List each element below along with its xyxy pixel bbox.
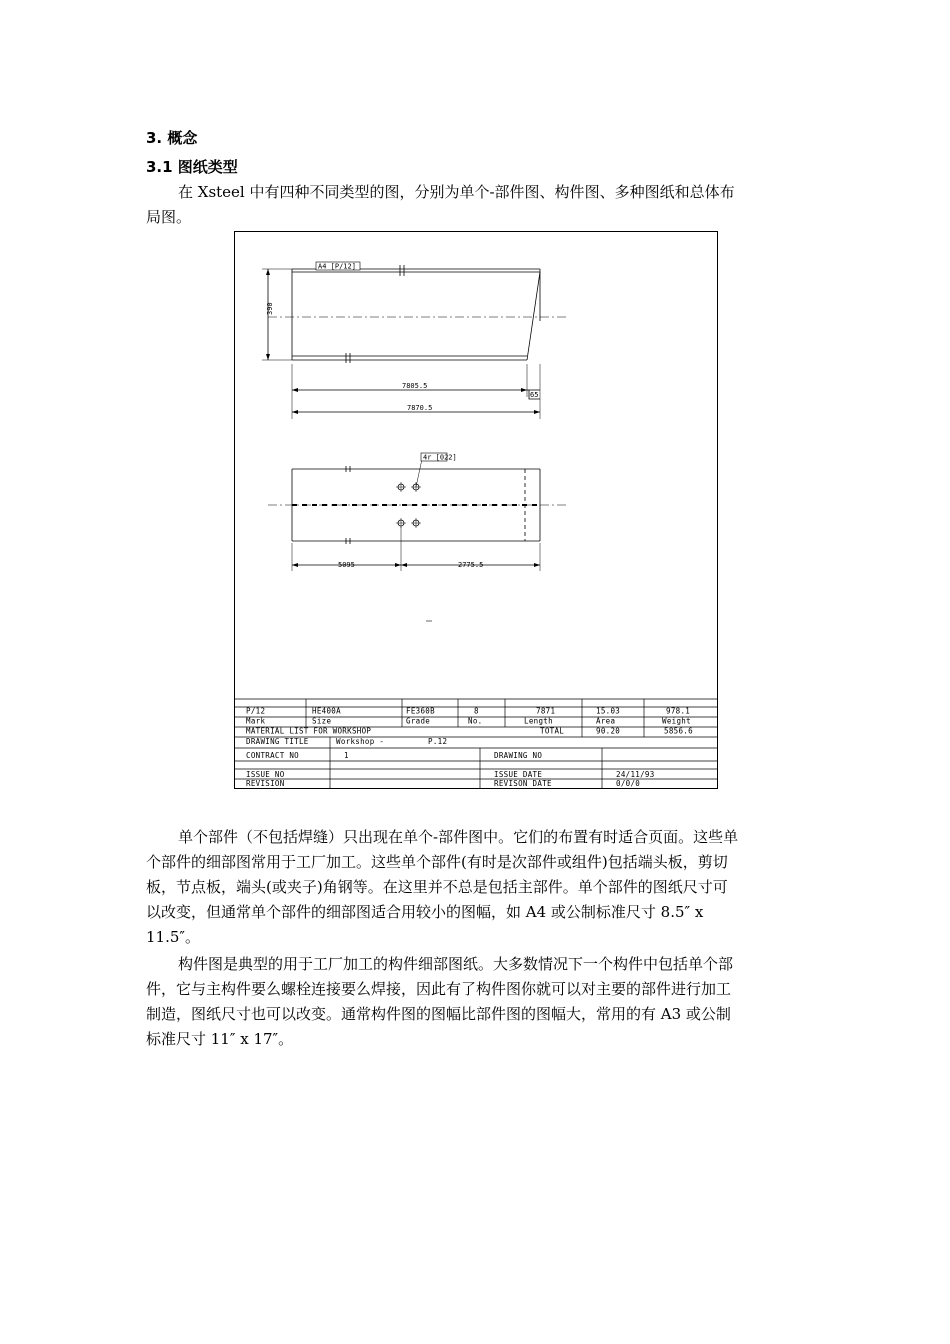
hole-dimension-right: 2775.5	[458, 561, 484, 569]
top-view	[262, 262, 568, 419]
tb-total-label: TOTAL	[540, 726, 565, 736]
paragraph-line: 构件图是典型的用于工厂加工的构件细部图纸。大多数情况下一个构件中包括单个部	[178, 955, 734, 973]
length-dimension: 7805.5	[402, 382, 428, 390]
tb-contract-no-value: 1	[344, 751, 349, 760]
end-dimension: 65	[530, 391, 539, 399]
top-view-arrows	[266, 269, 540, 414]
tb-mark-value: P/12	[246, 706, 266, 716]
paragraph-line: 11.5″。	[146, 928, 201, 946]
part-label-top: A4 [P/12]	[318, 262, 356, 271]
part-label-bottom: 4r [022]	[423, 453, 457, 462]
paragraph-line: 局图。	[146, 208, 192, 226]
drawing-border	[235, 232, 718, 789]
tb-length-header: Length	[524, 716, 553, 726]
section-heading: 3. 概念	[146, 129, 198, 147]
tb-drawing-title-mark: P.12	[428, 737, 448, 746]
tb-area-value: 15.03	[596, 706, 621, 716]
tb-area-header: Area	[596, 716, 616, 726]
single-part-paragraph	[146, 825, 806, 950]
tb-no-value: 8	[474, 706, 479, 716]
paragraph-line: 个部件的细部图常用于工厂加工。这些单个部件(有时是次部件或组件)包括端头板，剪切	[146, 853, 728, 871]
tb-no-header: No.	[468, 716, 483, 726]
tb-revision-label: REVISION	[246, 779, 285, 788]
paragraph-line: 件，它与主构件要么螺栓连接要么焊接，因此有了构件图你就可以对主要的部件进行加工	[146, 980, 732, 998]
tb-size-header: Size	[312, 716, 332, 726]
tb-drawing-title-label: DRAWING TITLE	[246, 737, 309, 746]
tb-grade-value: FE360B	[406, 706, 435, 716]
side-view	[268, 459, 568, 621]
tb-drawing-no-label: DRAWING NO	[494, 751, 543, 760]
height-dimension: 390	[266, 302, 274, 315]
tb-total-weight: 5856.6	[664, 726, 693, 736]
paragraph-line: 标准尺寸 11″ x 17″。	[146, 1030, 294, 1048]
tb-revision-date-label: REVISON DATE	[494, 779, 552, 788]
tb-mark-header: Mark	[246, 716, 266, 726]
tb-size-value: HE400A	[312, 706, 341, 716]
tb-contract-no-label: CONTRACT NO	[246, 751, 299, 760]
shop-drawing-figure	[234, 231, 718, 789]
total-length-dimension: 7870.5	[407, 404, 433, 412]
assembly-paragraph	[146, 952, 806, 1052]
cad-drawing	[234, 231, 718, 789]
tb-length-value: 7871	[536, 706, 556, 716]
tb-total-area: 90.20	[596, 726, 621, 736]
paragraph-line: 制造，图纸尺寸也可以改变。通常构件图的图幅比部件图的图幅大，常用的有 A3 或公制	[146, 1005, 731, 1023]
tb-issue-date-value: 24/11/93	[616, 770, 655, 779]
tb-weight-value: 978.1	[666, 706, 691, 716]
paragraph-line: 板，节点板，端头(或夹子)角钢等。在这里并不总是包括主部件。单个部件的图纸尺寸可	[146, 878, 728, 896]
paragraph-line: 以改变，但通常单个部件的细部图适合用较小的图幅，如 A4 或公制标准尺寸 8.5″ x	[146, 903, 704, 921]
hole-dimension-left: 5095	[338, 561, 355, 569]
tb-weight-header: Weight	[662, 716, 691, 726]
tb-grade-header: Grade	[406, 716, 431, 726]
tb-issue-no-label: ISSUE NO	[246, 770, 285, 779]
paragraph-line: 单个部件（不包括焊缝）只出现在单个-部件图中。它们的布置有时适合页面。这些单	[178, 828, 739, 846]
tb-drawing-title-value: Workshop -	[336, 737, 385, 746]
tb-revision-date-value: 0/0/0	[616, 779, 641, 788]
tb-issue-date-label: ISSUE DATE	[494, 770, 543, 779]
tb-material-list: MATERIAL LIST FOR WORKSHOP	[246, 726, 372, 736]
subsection-heading: 3.1 图纸类型	[146, 158, 238, 176]
paragraph-line: 在 Xsteel 中有四种不同类型的图，分别为单个-部件图、构件图、多种图纸和总体布	[178, 183, 735, 201]
intro-paragraph	[146, 180, 806, 230]
